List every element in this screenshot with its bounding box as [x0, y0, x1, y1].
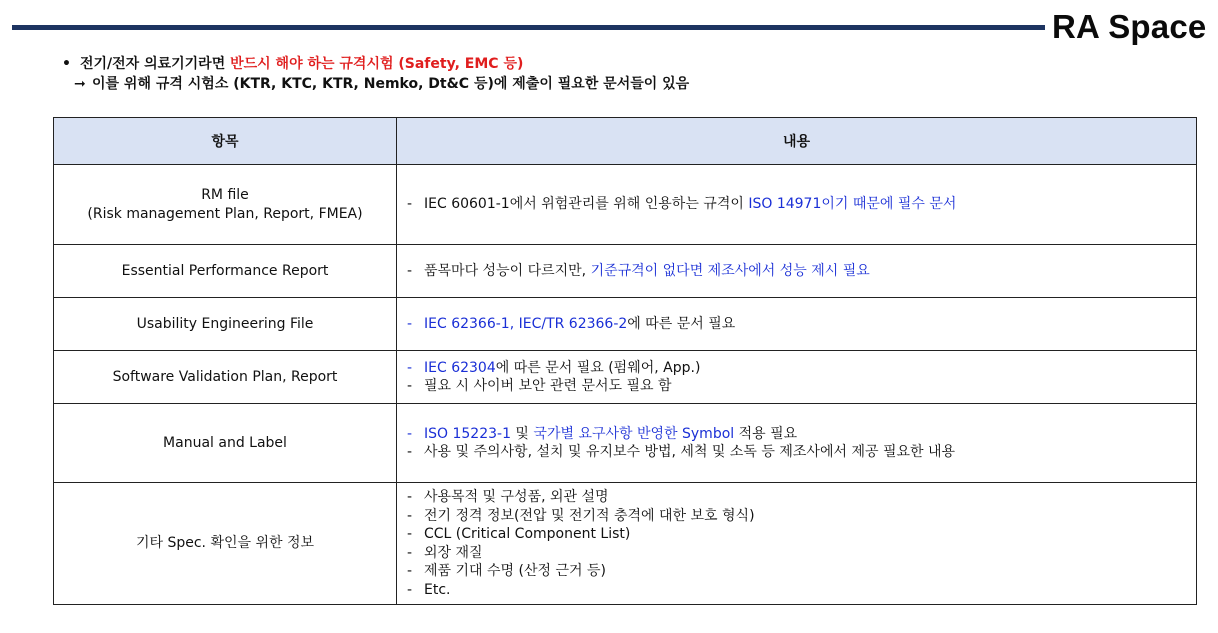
dash-bullet: -: [407, 262, 413, 279]
item-label: 기타 Spec. 확인을 위한 정보: [135, 535, 315, 551]
dash-bullet: -: [407, 425, 413, 442]
intro-text: [62, 54, 689, 94]
arrow-icon: ➞: [74, 76, 86, 92]
dash-bullet: -: [407, 359, 413, 376]
dash-bullet: -: [407, 196, 413, 213]
table-row: [54, 483, 1197, 605]
dash-bullet: -: [407, 444, 413, 460]
row-item-cell: [54, 483, 397, 605]
intro-line-1-prefix: 전기/전자 의료기기라면: [80, 56, 231, 72]
content-line: [407, 262, 1195, 281]
content-line: [407, 488, 1195, 507]
item-label: (Risk management Plan, Report, FMEA): [87, 205, 363, 222]
row-content-cell: [397, 165, 1197, 245]
dash-bullet: -: [407, 507, 413, 524]
content-line: [407, 315, 1195, 334]
dash-bullet: -: [407, 563, 413, 579]
dash-bullet: -: [407, 581, 413, 598]
dash-bullet: -: [407, 544, 413, 561]
content-text: 필요 시 사이버 보안 관련 문서도 필요 함: [424, 378, 672, 394]
table-row: [54, 404, 1197, 483]
intro-line-2-text: 이를 위해 규격 시험소 (KTR, KTC, KTR, Nemko, Dt&C 등)에 제출이 필요한 문서들이 있음: [92, 76, 690, 92]
table-row: [54, 351, 1197, 404]
dash-bullet: -: [407, 315, 413, 332]
table-row: [54, 298, 1197, 351]
column-header-item: 항목: [54, 118, 397, 165]
column-header-content: 내용: [397, 118, 1197, 165]
content-line: [407, 544, 1195, 563]
dash-bullet: -: [407, 489, 413, 505]
highlighted-text: 국가별 요구사항 반영한 Symbol: [533, 425, 735, 442]
content-text: 전기 정격 정보(전압 및 전기적 충격에 대한 보호 형식): [424, 507, 755, 524]
content-text: 사용 및 주의사항, 설치 및 유지보수 방법, 세척 및 소독 등 제조사에서 제공 필요한 내용: [424, 444, 956, 460]
content-line: [407, 525, 1195, 544]
item-label: Essential Performance Report: [121, 262, 329, 279]
content-line: [407, 377, 1195, 396]
highlighted-text: 기준규격이 없다면 제조사에서 성능 제시 필요: [590, 262, 870, 279]
intro-line-2: [62, 74, 689, 94]
row-item-cell: [54, 351, 397, 404]
content-text: 제품 기대 수명 (산정 근거 등): [424, 563, 606, 579]
row-item-cell: [54, 404, 397, 483]
table-row: [54, 245, 1197, 298]
content-line: [407, 581, 1195, 600]
row-content-cell: [397, 483, 1197, 605]
highlighted-text: IEC 62304: [424, 359, 496, 376]
intro-line-1: [62, 54, 689, 74]
dash-bullet: -: [407, 378, 413, 394]
content-text: 품목마다 성능이 다르지만,: [424, 262, 591, 279]
highlighted-text: IEC 62366-1, IEC/TR 62366-2: [424, 315, 628, 332]
content-text: 에 따른 문서 필요 (펌웨어, App.): [495, 359, 701, 376]
brand-title: RA Space: [1052, 8, 1207, 45]
content-line: [407, 507, 1195, 526]
content-text: 및: [510, 425, 534, 442]
intro-line-1-highlight: 반드시 해야 하는 규격시험 (Safety, EMC 등): [230, 56, 524, 72]
document-table: [53, 117, 1197, 605]
row-content-cell: [397, 404, 1197, 483]
item-label: Usability Engineering File: [136, 315, 314, 332]
highlighted-text: ISO 14971이기 때문에 필수 문서: [748, 196, 957, 213]
table-row: [54, 165, 1197, 245]
table-header-row: [54, 118, 1197, 165]
item-label: Manual and Label: [163, 434, 287, 451]
item-label: Software Validation Plan, Report: [112, 368, 338, 385]
content-text: IEC 60601-1에서 위험관리를 위해 인용하는 규격이: [424, 196, 749, 213]
highlighted-text: ISO 15223-1: [424, 425, 511, 442]
row-item-cell: [54, 245, 397, 298]
bullet-icon: •: [62, 56, 71, 72]
content-text: 에 따른 문서 필요: [627, 315, 736, 332]
content-line: [407, 562, 1195, 581]
content-text: 적용 필요: [734, 425, 798, 442]
row-item-cell: [54, 298, 397, 351]
content-line: [407, 443, 1195, 462]
dash-bullet: -: [407, 526, 413, 542]
row-content-cell: [397, 351, 1197, 404]
content-text: CCL (Critical Component List): [424, 526, 631, 542]
content-line: [407, 195, 1195, 214]
content-line: [407, 359, 1195, 378]
row-content-cell: [397, 245, 1197, 298]
content-text: 사용목적 및 구성품, 외관 설명: [424, 489, 609, 505]
content-text: 외장 재질: [424, 544, 483, 561]
content-line: [407, 425, 1195, 444]
content-text: Etc.: [424, 581, 451, 598]
row-item-cell: [54, 165, 397, 245]
header-rule: [12, 25, 1045, 30]
row-content-cell: [397, 298, 1197, 351]
item-label: RM file: [201, 186, 249, 203]
